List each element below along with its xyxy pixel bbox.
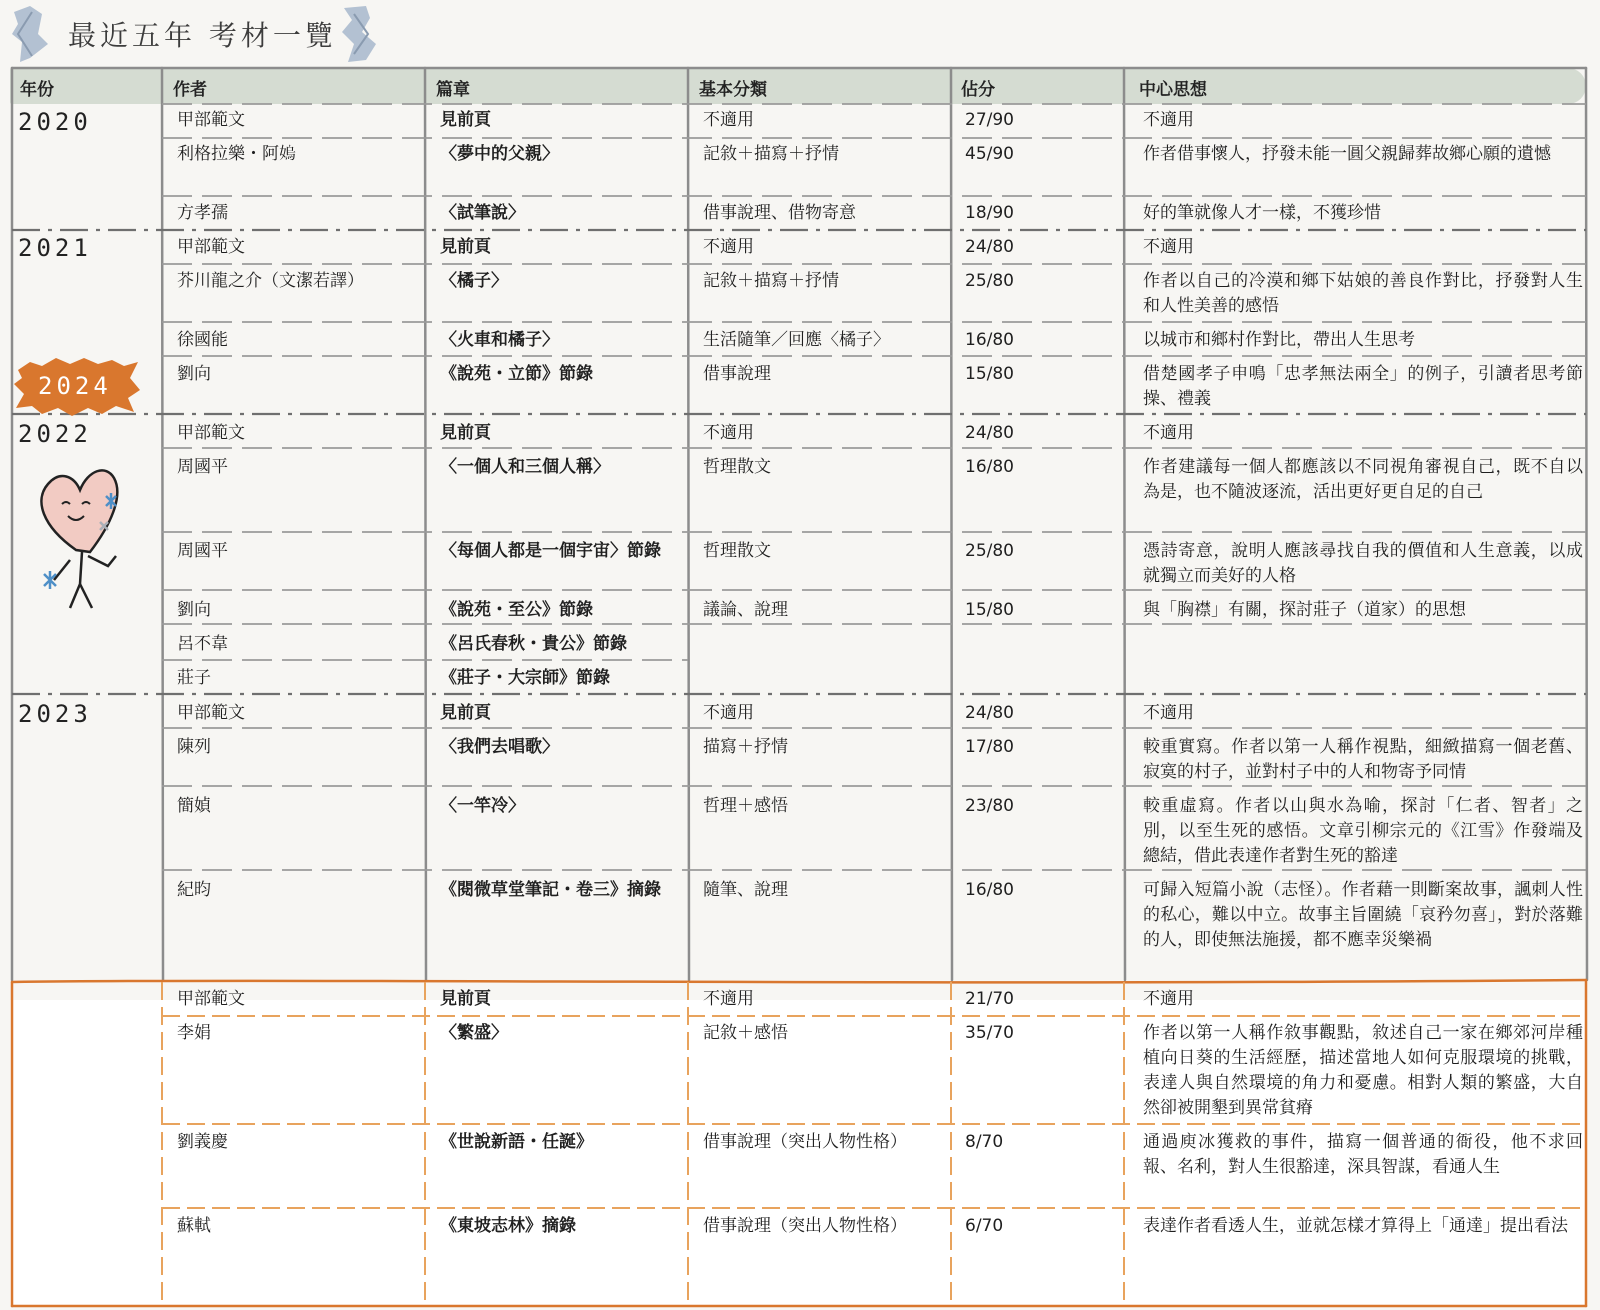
row-18-score: 35/70 (965, 1023, 1014, 1043)
row-3-title: 見前頁 (440, 237, 491, 257)
row-16-author: 紀昀 (177, 880, 211, 900)
row-13-score: 24/80 (965, 703, 1014, 723)
row-19-score: 8/70 (965, 1132, 1004, 1152)
row-18-author: 李娟 (177, 1023, 211, 1043)
header-author: 作者 (173, 80, 207, 100)
row-0-score: 27/90 (965, 110, 1014, 130)
row-7-title: 見前頁 (440, 423, 491, 443)
row-15-title: 〈一竿冷〉 (440, 796, 525, 816)
exam-materials-table (10, 66, 1590, 1310)
row-3-score: 24/80 (965, 237, 1014, 257)
row-19-idea: 通過庾冰獲救的事件，描寫一個普通的衙役，他不求回報、名利，對人生很豁達，深具智謀，看通人生 (1143, 1132, 1583, 1177)
row-1-author: 利格拉樂・阿𡠄 (177, 144, 296, 164)
row-14-idea: 較重實寫。作者以第一人稱作視點，細緻描寫一個老舊、寂寞的村子，並對村子中的人和物寄予同情 (1143, 737, 1583, 782)
row-4-idea: 作者以自己的冷漠和鄉下姑娘的善良作對比，抒發對人生和人性美善的感悟 (1143, 271, 1583, 316)
row-13-idea: 不適用 (1143, 703, 1194, 723)
row-6-idea: 借楚國孝子申鳴「忠孝無法兩全」的例子，引讀者思考節操、禮義 (1143, 364, 1583, 409)
row-1-type: 記敘＋描寫＋抒情 (703, 144, 839, 164)
row-9-idea: 憑詩寄意，說明人應該尋找自我的價值和人生意義，以成就獨立而美好的人格 (1143, 541, 1583, 586)
row-12-title: 《莊子・大宗師》節錄 (440, 668, 610, 688)
row-19-title: 《世說新語・任誕》 (440, 1132, 593, 1152)
row-0-title: 見前頁 (440, 110, 491, 130)
header-type: 基本分類 (699, 80, 767, 100)
row-18-type: 記敘＋感悟 (703, 1023, 788, 1043)
year-label-2020: 2020 (18, 108, 92, 136)
row-18-idea: 作者以第一人稱作敘事觀點，敘述自己一家在鄉郊河岸種植向日葵的生活經歷，描述當地人如何克服環境的挑戰，表達人與自然環境的角力和憂慮。相對人類的繁盛，大自然卻被開墾到異常貧瘠 (1143, 1023, 1583, 1118)
row-10-score: 15/80 (965, 600, 1014, 620)
row-19-type: 借事說理（突出人物性格） (703, 1132, 907, 1152)
row-10-author: 劉向 (177, 600, 211, 620)
page-title: 最近五年 考材一覽 (68, 19, 337, 52)
row-5-author: 徐國能 (177, 330, 228, 350)
row-10-type: 議論、說理 (703, 600, 788, 620)
header-title: 篇章 (436, 80, 470, 100)
row-13-title: 見前頁 (440, 703, 491, 723)
row-4-author: 芥川龍之介（文潔若譯） (177, 271, 364, 291)
row-20-score: 6/70 (965, 1216, 1004, 1236)
row-20-author: 蘇軾 (177, 1216, 211, 1236)
row-2-title: 〈試筆說〉 (440, 203, 525, 223)
row-3-type: 不適用 (703, 237, 754, 257)
row-13-type: 不適用 (703, 703, 754, 723)
row-16-score: 16/80 (965, 880, 1014, 900)
row-6-type: 借事說理 (703, 364, 771, 384)
row-14-author: 陳列 (177, 737, 211, 757)
row-8-type: 哲理散文 (703, 457, 771, 477)
heart-character-illustration (32, 456, 142, 616)
header-score: 佔分 (961, 80, 995, 100)
row-6-author: 劉向 (177, 364, 211, 384)
row-9-title: 〈每個人都是一個宇宙〉節錄 (440, 541, 661, 561)
row-0-type: 不適用 (703, 110, 754, 130)
header-idea: 中心思想 (1139, 80, 1207, 100)
row-11-title: 《呂氏春秋・貴公》節錄 (440, 634, 627, 654)
title-banner (10, 4, 382, 64)
row-15-author: 簡媜 (177, 796, 211, 816)
row-2-type: 借事說理、借物寄意 (703, 203, 856, 223)
row-10-idea: 與「胸襟」有關，探討莊子（道家）的思想 (1143, 600, 1466, 620)
row-17-author: 甲部範文 (177, 989, 245, 1009)
row-0-idea: 不適用 (1143, 110, 1194, 130)
year-label-2022: 2022 (18, 420, 92, 448)
row-20-type: 借事說理（突出人物性格） (703, 1216, 907, 1236)
row-16-title: 《閱微草堂筆記・卷三》摘錄 (440, 880, 661, 900)
row-17-score: 21/70 (965, 989, 1014, 1009)
row-13-author: 甲部範文 (177, 703, 245, 723)
row-7-idea: 不適用 (1143, 423, 1194, 443)
row-6-score: 15/80 (965, 364, 1014, 384)
row-14-score: 17/80 (965, 737, 1014, 757)
row-15-idea: 較重虛寫。作者以山與水為喻，探討「仁者、智者」之別，以至生死的感悟。文章引柳宗元的《江雪》作發端及總結，借此表達作者對生死的豁達 (1143, 796, 1583, 866)
row-3-author: 甲部範文 (177, 237, 245, 257)
row-5-idea: 以城市和鄉村作對比，帶出人生思考 (1143, 330, 1415, 350)
row-16-idea: 可歸入短篇小說（志怪）。作者藉一則斷案故事，諷刺人性的私心，難以中立。故事主旨圍繞「哀矜勿喜」，對於落難的人，即使無法施援，都不應幸災樂禍 (1143, 880, 1583, 950)
row-20-idea: 表達作者看透人生，並就怎樣才算得上「通達」提出看法 (1143, 1216, 1568, 1236)
row-7-author: 甲部範文 (177, 423, 245, 443)
row-3-idea: 不適用 (1143, 237, 1194, 257)
row-8-score: 16/80 (965, 457, 1014, 477)
row-20-title: 《東坡志林》摘錄 (440, 1216, 576, 1236)
row-2-author: 方孝孺 (177, 203, 228, 223)
row-4-score: 25/80 (965, 271, 1014, 291)
row-5-title: 〈火車和橘子〉 (440, 330, 559, 350)
row-18-title: 〈繁盛〉 (440, 1023, 508, 1043)
row-15-score: 23/80 (965, 796, 1014, 816)
row-8-title: 〈一個人和三個人稱〉 (440, 457, 610, 477)
row-9-type: 哲理散文 (703, 541, 771, 561)
row-14-type: 描寫＋抒情 (703, 737, 788, 757)
row-4-title: 〈橘子〉 (440, 271, 508, 291)
row-16-type: 隨筆、說理 (703, 880, 788, 900)
row-4-type: 記敘＋描寫＋抒情 (703, 271, 839, 291)
year-label-2023: 2023 (18, 700, 92, 728)
row-11-author: 呂不韋 (177, 634, 228, 654)
row-17-title: 見前頁 (440, 989, 491, 1009)
year-label-2024: 2024 (38, 372, 112, 400)
row-7-type: 不適用 (703, 423, 754, 443)
row-14-title: 〈我們去唱歌〉 (440, 737, 559, 757)
row-5-type: 生活隨筆／回應〈橘子〉 (703, 330, 890, 350)
row-0-author: 甲部範文 (177, 110, 245, 130)
row-1-idea: 作者借事懷人，抒發未能一圓父親歸葬故鄉心願的遺憾 (1143, 144, 1551, 164)
row-7-score: 24/80 (965, 423, 1014, 443)
row-15-type: 哲理＋感悟 (703, 796, 788, 816)
row-19-author: 劉義慶 (177, 1132, 228, 1152)
row-8-idea: 作者建議每一個人都應該以不同視角審視自己，既不自以為是，也不隨波逐流，活出更好更自足的自己 (1143, 457, 1583, 502)
row-9-score: 25/80 (965, 541, 1014, 561)
row-2-idea: 好的筆就像人才一樣，不獲珍惜 (1143, 203, 1381, 223)
year-label-2021: 2021 (18, 234, 92, 262)
row-12-author: 莊子 (177, 668, 211, 688)
row-1-score: 45/90 (965, 144, 1014, 164)
row-2-score: 18/90 (965, 203, 1014, 223)
row-9-author: 周國平 (177, 541, 228, 561)
row-5-score: 16/80 (965, 330, 1014, 350)
row-17-type: 不適用 (703, 989, 754, 1009)
row-10-title: 《說苑・至公》節錄 (440, 600, 593, 620)
row-6-title: 《說苑・立節》節錄 (440, 364, 593, 384)
header-year: 年份 (20, 80, 54, 100)
row-17-idea: 不適用 (1143, 989, 1194, 1009)
row-1-title: 〈夢中的父親〉 (440, 144, 559, 164)
row-8-author: 周國平 (177, 457, 228, 477)
